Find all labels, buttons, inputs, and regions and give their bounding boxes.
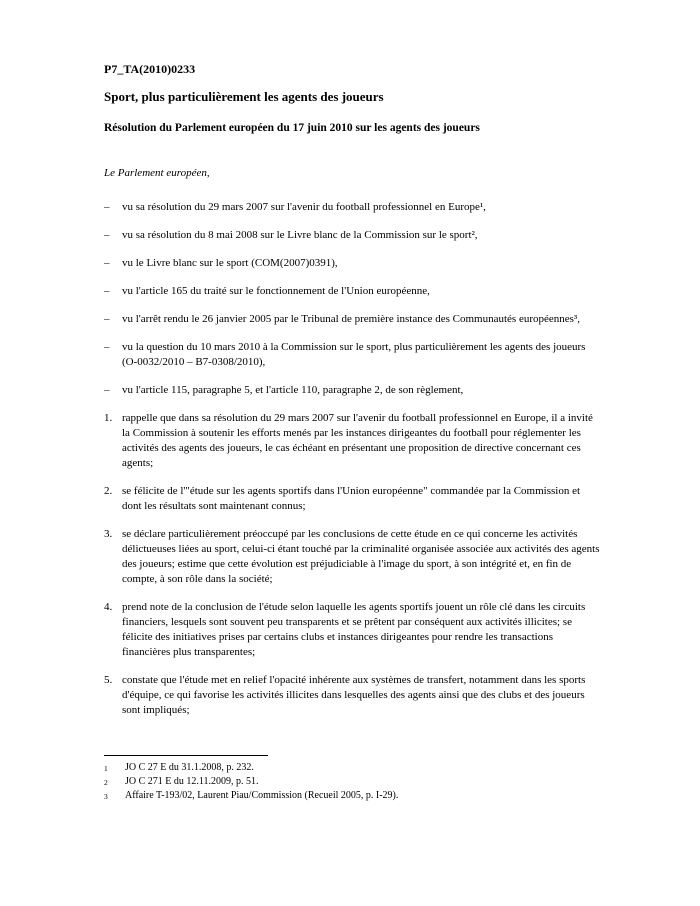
paragraph-text: se félicite de l'"étude sur les agents sportifs dans l'Union européenne" commandée par la Commission et dont les résultats sont maintenant connus;	[122, 485, 581, 512]
footnote-separator	[104, 755, 268, 756]
paragraph-text: rappelle que dans sa résolution du 29 mars 2007 sur l'avenir du football professionnel en Europe, il a invité la Commission à soutenir les efforts menés par les instances dirigeantes du football pour réglementer les activités des agents des joueurs, le cas échéant en présentant une proposition de directive concernant ces agents;	[122, 412, 593, 469]
citation-dash: –	[104, 384, 110, 396]
footnote-text: Affaire T-193/02, Laurent Piau/Commission (Recueil 2005, p. I-29).	[125, 790, 399, 801]
paragraph-item	[104, 527, 601, 587]
document-reference: P7_TA(2010)0233	[104, 62, 196, 76]
citation-item	[104, 200, 601, 215]
paragraph-item	[104, 411, 601, 471]
paragraph-number: 2.	[104, 485, 113, 497]
citation-item	[104, 256, 601, 271]
citation-dash: –	[104, 285, 110, 297]
citation-dash: –	[104, 341, 110, 353]
citation-item	[104, 340, 601, 370]
footnote-text: JO C 27 E du 31.1.2008, p. 232.	[125, 762, 254, 773]
citation-text: vu l'arrêt rendu le 26 janvier 2005 par le Tribunal de première instance des Communautés européennes³,	[122, 313, 580, 325]
citation-text: vu sa résolution du 8 mai 2008 sur le Livre blanc de la Commission sur le sport²,	[122, 229, 478, 241]
resolution-paragraphs	[104, 411, 601, 718]
citation-dash: –	[104, 229, 110, 241]
paragraph-item	[104, 673, 601, 718]
paragraph-item	[104, 600, 601, 660]
paragraph-text: constate que l'étude met en relief l'opacité inhérente aux systèmes de transfert, notamment dans les sports d'équipe, ce qui favorise les activités illicites dans lesquelles des agents ainsi que des clubs et des joueurs sont impliqués;	[122, 674, 586, 716]
citation-item	[104, 228, 601, 243]
document-title: Sport, plus particulièrement les agents des joueurs	[104, 89, 384, 104]
citation-dash: –	[104, 257, 110, 269]
citation-dash: –	[104, 313, 110, 325]
paragraph-number: 3.	[104, 528, 113, 540]
document-subtitle: Résolution du Parlement européen du 17 juin 2010 sur les agents des joueurs	[104, 122, 480, 134]
paragraph-text: prend note de la conclusion de l'étude selon laquelle les agents sportifs jouent un rôle clé dans les circuits financiers, lesquels sont souvent peu transparents et se prêtent par conséquent aux activités illicites; se félicite des initiatives prises par certains clubs et instances dirigeantes pour rendre les transactions financières plus transparentes;	[122, 601, 586, 658]
document-content	[104, 62, 601, 731]
opening-phrase: Le Parlement européen,	[104, 167, 210, 179]
paragraph-item	[104, 484, 601, 514]
citation-text: vu l'article 115, paragraphe 5, et l'article 110, paragraphe 2, de son règlement,	[122, 384, 464, 396]
paragraph-number: 1.	[104, 412, 113, 424]
footnote-item	[104, 789, 554, 803]
footnote-text: JO C 271 E du 12.11.2009, p. 51.	[125, 776, 259, 787]
citation-item	[104, 284, 601, 299]
citation-text: vu l'article 165 du traité sur le fonctionnement de l'Union européenne,	[122, 285, 430, 297]
citation-item	[104, 383, 601, 398]
footnote-marker: 2	[104, 778, 108, 787]
paragraph-text: se déclare particulièrement préoccupé par les conclusions de cette étude en ce qui concerne les activités délictueuses liées au sport, celui-ci étant touché par la criminalité organisée associée aux activités des agents des joueurs; estime que cette évolution est préjudiciable à l'image du sport, à son intégrité et, en fin de compte, à son rôle dans la société;	[122, 528, 600, 585]
citation-item	[104, 312, 601, 327]
footnote-marker: 3	[104, 792, 108, 801]
citation-text: vu sa résolution du 29 mars 2007 sur l'avenir du football professionnel en Europe¹,	[122, 201, 486, 213]
citations-list	[104, 200, 601, 398]
footnote-item	[104, 761, 554, 775]
paragraph-number: 4.	[104, 601, 113, 613]
citation-text: vu la question du 10 mars 2010 à la Commission sur le sport, plus particulièrement les agents des joueurs (O-0032/2010 – B7-0308/2010),	[122, 341, 586, 368]
footnotes-section	[104, 755, 554, 803]
footnote-item	[104, 775, 554, 789]
paragraph-number: 5.	[104, 674, 113, 686]
footnote-marker: 1	[104, 764, 108, 773]
citation-dash: –	[104, 201, 110, 213]
citation-text: vu le Livre blanc sur le sport (COM(2007)0391),	[122, 257, 338, 269]
